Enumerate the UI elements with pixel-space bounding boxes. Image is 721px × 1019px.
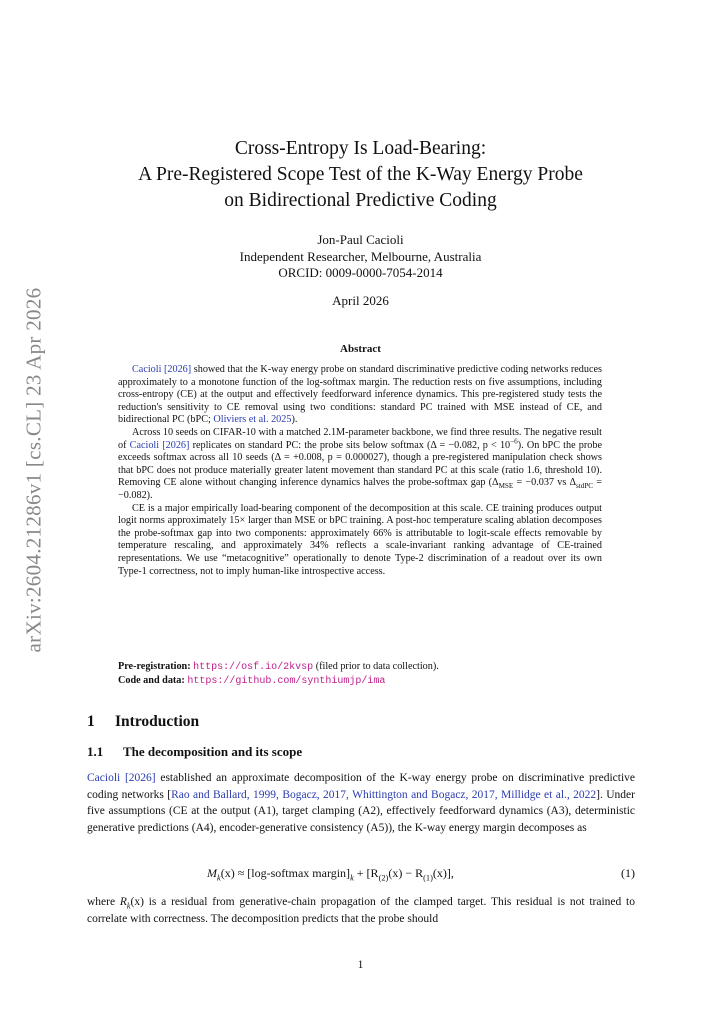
preregistration-note: (filed prior to data collection). (313, 661, 439, 672)
code-link[interactable]: https://github.com/synthiumjp/ima (187, 676, 386, 687)
eq-sub: k (217, 873, 221, 883)
paper-date: April 2026 (332, 293, 389, 308)
abstract-text: showed that the K-way energy probe on standard discriminative predictive coding networks reduces approximately to a monotone function of the log-softmax margin. The reduction rests on five assumptions, including cross-entropy (CE) at the output and effectively feedforward inference dynamics. This pre-registered study tests the reduction's sensitivity to CE removal using two conditions: standard PC trained with MSE instead of CE, and bidirectional PC (bPC; (118, 364, 602, 426)
subsection-heading (87, 744, 302, 760)
eq-sub: k (350, 873, 354, 883)
subsection-title: The decomposition and its scope (123, 744, 303, 759)
body-text: (x) is a residual from generative-chain propagation of the clamped target. This residual is not trained to correlate with correctness. The decomposition predicts that the probe should (87, 896, 636, 925)
eq-symbol: R (119, 896, 127, 908)
citation-link[interactable]: Rao and Ballard, 1999, Bogacz, 2017, Whittington and Bogacz, 2017, Millidge et al., 2022 (171, 788, 597, 801)
section-number: 1 (87, 713, 95, 730)
code-line (118, 674, 602, 688)
citation-link[interactable]: [2026] (124, 772, 156, 784)
paper-title (0, 136, 721, 214)
section-title: Introduction (115, 713, 200, 730)
equation-1 (87, 866, 635, 884)
eq-sub: (1) (423, 873, 433, 883)
abstract-paragraph-1 (118, 364, 602, 427)
abstract-text: replicates on standard PC: the probe sits below softmax (Δ = −0.082, p < 10 (189, 439, 511, 451)
citation-link[interactable]: Oliviers et al. 2025 (213, 414, 292, 426)
author-name: Jon-Paul Cacioli (317, 232, 404, 247)
abstract-text: ). On bPC the probe exceeds softmax across all 10 seeds (Δ = +0.008, p = 0.000027), though a pre-registered manipulation check shows that bPC does not produce materially greater latent movement than standard PC at this scale (ratio 1.6, threshold 10). Removing CE alone without changing inference dynamics halves the probe-softmax gap (Δ (118, 439, 602, 489)
author-affiliation: Independent Researcher, Melbourne, Australia (239, 248, 482, 264)
body-text: where (87, 896, 120, 908)
eq-text: + [R (353, 866, 379, 880)
title-line-1: Cross-Entropy Is Load-Bearing: (234, 138, 487, 159)
preregistration-label: Pre-registration: (118, 661, 191, 672)
subscript: MSE (498, 482, 514, 491)
abstract-text: = −0.037 vs Δ (513, 477, 577, 489)
eq-sub: (2) (378, 873, 389, 883)
abstract-body (118, 364, 602, 578)
abstract-text: ). (291, 414, 298, 426)
links-block (118, 660, 602, 688)
code-label: Code and data: (118, 675, 185, 686)
intro-paragraph-1 (87, 770, 635, 836)
body-text: established an approximate decomposition of the K-way energy probe on discriminative predictive coding networks [ (87, 772, 635, 801)
body-text: ]. Under five assumptions (CE at the output (A1), target clamping (A2), effectively feedforward dynamics (A3), deterministic generative predictions (A4), encoder-generative consistency (A5)), the K-way energy margin decomposes as (87, 788, 635, 834)
eq-symbol: M (207, 866, 217, 880)
eq-sub: k (126, 901, 131, 911)
eq-text: (x) − R (388, 866, 424, 880)
citation-link[interactable]: Cacioli [2026] (132, 364, 192, 375)
title-line-3: on Bidirectional Predictive Coding (224, 190, 497, 211)
preregistration-line (118, 660, 602, 674)
subsection-number: 1.1 (87, 744, 104, 759)
equation-body (207, 866, 454, 881)
abstract-text: = −0.082). (118, 477, 602, 501)
author-block (0, 232, 721, 282)
abstract-paragraph-2 (118, 427, 602, 503)
superscript: −6 (510, 437, 518, 446)
arxiv-identifier: arXiv:2604.21286v1 [cs.CL] 23 Apr 2026 (21, 287, 46, 653)
abstract-heading: Abstract (340, 343, 381, 355)
section-heading-introduction (87, 713, 199, 731)
abstract-paragraph-3: CE is a major empirically load-bearing component of the decomposition at this scale. CE training produces output logit norms approximately 15× larger than MSE or bPC training. A post-hoc temperature scaling ablation decomposes the probe-softmax gap into two components: approximately 66% is attributable to logit-scale effects removable by temperature rescaling, and approximately 34% reflects a scale-invariant ranking advantage of CE-trained representations. We use “metacognitive” operationally to denote Type-2 discrimination of a readout over its own Type-1 correctness, not to imply human-like introspective access. (118, 502, 602, 577)
citation-link[interactable]: Cacioli (87, 772, 121, 784)
page-number: 1 (357, 959, 364, 971)
eq-text: (x) ≈ [log-softmax margin] (220, 866, 351, 880)
equation-number: (1) (621, 866, 635, 880)
abstract-text: Across 10 seeds on CIFAR-10 with a matched 2.1M-parameter backbone, we find three results. The negative result of (118, 426, 602, 451)
preregistration-link[interactable]: https://osf.io/2kvsp (193, 662, 314, 673)
title-line-2: A Pre-Registered Scope Test of the K-Way Energy Probe (138, 164, 583, 185)
eq-text: (x)], (432, 866, 454, 880)
citation-link[interactable]: Cacioli [2026] (129, 439, 190, 451)
subscript: stdPC (576, 482, 594, 491)
author-orcid: ORCID: 0009-0000-7054-2014 (278, 265, 443, 280)
intro-paragraph-2 (87, 894, 635, 927)
